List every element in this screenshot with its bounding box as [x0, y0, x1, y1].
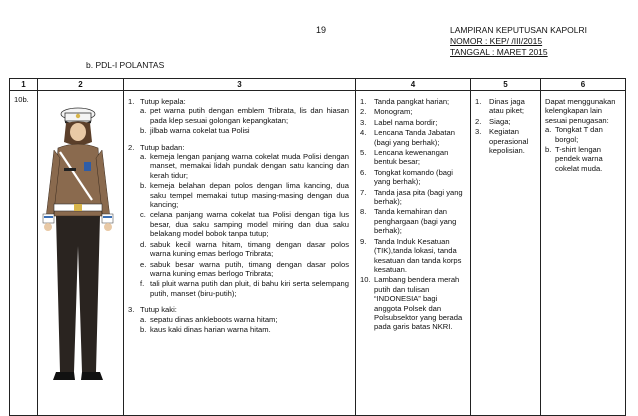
- name-tag: [64, 168, 76, 171]
- attribute-item: [360, 237, 466, 275]
- note-item: [545, 145, 621, 173]
- attribute-item-number: 7.: [360, 187, 367, 197]
- item-number: 1.: [128, 97, 135, 106]
- usage-item: [475, 117, 536, 126]
- item-title: Tutup kepala:: [140, 97, 186, 106]
- usage-list: [475, 97, 536, 155]
- note-item-number: b.: [545, 145, 552, 155]
- uniform-description-list: [128, 97, 349, 334]
- tanggal-label: TANGGAL : MARET 2015: [450, 47, 548, 57]
- note-item: [545, 125, 621, 144]
- attribute-item-number: 9.: [360, 236, 367, 246]
- left-cuff: [43, 214, 54, 223]
- description-subitem: [140, 260, 349, 279]
- attribute-item: [360, 148, 466, 167]
- attribute-item-number: 2.: [360, 107, 367, 117]
- note-item-text: Tongkat T dan borgol;: [555, 125, 603, 144]
- attribute-item-number: 6.: [360, 167, 367, 177]
- description-subitem: [140, 240, 349, 259]
- description-subitem: [140, 315, 349, 324]
- subitem-text: sepatu dinas ankleboots warna hitam;: [150, 314, 278, 324]
- right-cuff-trim: [103, 216, 112, 218]
- header-col-1: 1: [10, 79, 38, 91]
- attributes-list: [360, 97, 466, 332]
- attribute-item-text: Label nama bordir;: [374, 117, 438, 127]
- description-item: [128, 305, 349, 334]
- attribute-item-text: Lencana kewenangan bentuk besar;: [374, 148, 449, 167]
- usage-item-number: 1.: [475, 97, 482, 106]
- lampiran-header: [450, 25, 587, 58]
- attribute-item: [360, 207, 466, 235]
- face: [70, 123, 86, 141]
- notes-cell: [541, 91, 626, 416]
- nomor-label: NOMOR : KEP/ /III/2015: [450, 36, 543, 46]
- usage-item-text: Kegiatan operasional kepolisian.: [489, 127, 529, 156]
- attribute-item: [360, 188, 466, 207]
- header-col-4: 4: [356, 79, 471, 91]
- notes-intro: Dapat menggunakan kelengkapan lain sesuai penugasan:: [545, 97, 616, 125]
- left-hand: [44, 223, 52, 231]
- header-col-6: 6: [541, 79, 626, 91]
- note-item-text: T-shirt lengan pendek warna cokelat muda.: [555, 145, 603, 173]
- lampiran-title: LAMPIRAN KEPUTUSAN KAPOLRI: [450, 25, 587, 35]
- attribute-item-number: 5.: [360, 148, 367, 158]
- attribute-item-text: Tongkat komando (bagi yang berhak);: [374, 167, 453, 187]
- pants: [56, 216, 100, 372]
- belt-buckle: [74, 204, 82, 211]
- subitem-letter: b.: [140, 181, 147, 191]
- subitem-text: sabuk besar warna putih, timang dengan dasar polos warna kuning emas berlogo Tribrata;: [150, 259, 349, 278]
- attribute-item-text: Lencana Tanda Jabatan (bagi yang berhak);: [374, 128, 455, 147]
- attribute-item: [360, 128, 466, 147]
- row-number: 10b.: [10, 91, 38, 416]
- usage-item-number: 2.: [475, 116, 482, 126]
- usage-item: [475, 127, 536, 155]
- subitem-letter: a.: [140, 106, 147, 116]
- subitem-letter: a.: [140, 314, 147, 324]
- attribute-item-text: Monogram;: [374, 107, 413, 117]
- attribute-item: [360, 97, 466, 106]
- description-subitem: [140, 126, 349, 135]
- attribute-item-number: 4.: [360, 128, 367, 138]
- usage-item: [475, 97, 536, 116]
- description-subitem: [140, 279, 349, 298]
- attribute-item-text: Tanda kemahiran dan penghargaan (bagi yang berhak);: [374, 207, 457, 236]
- attribute-item-number: 10.: [360, 275, 371, 285]
- subitem-text: pet warna putih dengan emblem Tribrata, lis dan hiasan pada klep sesuai golongan kepangkatan;: [150, 106, 349, 125]
- description-subitem: [140, 106, 349, 125]
- header-col-3: 3: [124, 79, 356, 91]
- subitem-letter: e.: [140, 259, 147, 269]
- description-subitem: [140, 181, 349, 209]
- usage-item-text: Dinas jaga atau piket;: [489, 97, 525, 116]
- usage-item-number: 3.: [475, 127, 482, 137]
- right-hand: [104, 223, 112, 231]
- attribute-item-number: 8.: [360, 207, 367, 217]
- chest-badge: [84, 162, 91, 171]
- subitem-text: tali pluit warna putih dan pluit, di bahu kiri serta selempang putih, manset (biru-putih);: [150, 279, 349, 298]
- attribute-item: [360, 275, 466, 331]
- subitem-text: kaus kaki dinas harian warna hitam.: [150, 324, 271, 334]
- description-item: [128, 97, 349, 136]
- subitem-text: sabuk kecil warna hitam, timang dengan dasar polos warna kuning emas berlogo Tribrata;: [150, 239, 349, 259]
- left-cuff-trim: [44, 216, 53, 218]
- item-number: 3.: [128, 305, 135, 315]
- section-subtitle: b. PDL-I POLANTAS: [86, 60, 165, 70]
- right-cuff: [102, 214, 113, 223]
- attribute-item-number: 1.: [360, 97, 367, 106]
- right-shoe: [81, 372, 103, 380]
- item-title: Tutup kaki:: [140, 305, 177, 315]
- usage-cell: [471, 91, 541, 416]
- usage-item-text: Siaga;: [489, 116, 511, 126]
- subitem-letter: b.: [140, 126, 147, 136]
- police-officer-illustration: [36, 96, 121, 396]
- subitem-letter: a.: [140, 152, 147, 162]
- description-subitem: [140, 152, 349, 180]
- subitem-text: celana panjang warna cokelat tua Polisi dengan tiga lus besar, dua saku samping model miring dan dua saku belakang model bobok tanpa tutup;: [150, 210, 349, 239]
- note-item-number: a.: [545, 125, 552, 135]
- attribute-item: [360, 118, 466, 127]
- subitem-text: kemeja lengan panjang warna cokelat muda Polisi dengan manset, memakai lidah pundak dengan satu kancing dan kerah tidur;: [150, 152, 349, 180]
- item-title: Tutup badan:: [140, 142, 185, 152]
- header-col-5: 5: [471, 79, 541, 91]
- attribute-item-text: Tanda jasa pita (bagi yang berhak);: [374, 187, 463, 207]
- notes-list: [545, 125, 621, 173]
- attribute-item-text: Tanda Induk Kesatuan (TIK),tanda lokasi, tanda kesatuan dan tanda korps kesatuan.: [374, 236, 462, 274]
- attribute-item: [360, 168, 466, 187]
- header-col-2: 2: [38, 79, 124, 91]
- attribute-item-text: Tanda pangkat harian;: [374, 97, 450, 106]
- table-header-row: [10, 79, 626, 91]
- attributes-cell: [356, 91, 471, 416]
- subitem-text: kemeja belahan depan polos dengan lima kancing, dua saku tempel memakai tutup masing-masing dengan dua kancing;: [150, 181, 349, 210]
- description-subitem: [140, 210, 349, 238]
- subitem-letter: b.: [140, 324, 147, 334]
- subitem-letter: c.: [140, 210, 146, 220]
- subitem-letter: d.: [140, 239, 147, 249]
- attribute-item-text: Lambang bendera merah putih dan tulisan “INDONESIA” bagi anggota Polsek dan Polsubsektor yang berada pada garis batas NKRI.: [374, 275, 463, 332]
- page-number: 19: [316, 25, 327, 35]
- description-item: [128, 143, 349, 299]
- cap-emblem: [76, 114, 80, 118]
- attribute-item: [360, 107, 466, 116]
- description-subitem: [140, 325, 349, 334]
- left-shoe: [53, 372, 75, 380]
- subitem-text: jilbab warna cokelat tua Polisi: [150, 126, 250, 136]
- item-number: 2.: [128, 142, 135, 152]
- subitem-letter: f.: [140, 279, 145, 289]
- attribute-item-number: 3.: [360, 117, 367, 127]
- uniform-description-cell: [124, 91, 356, 416]
